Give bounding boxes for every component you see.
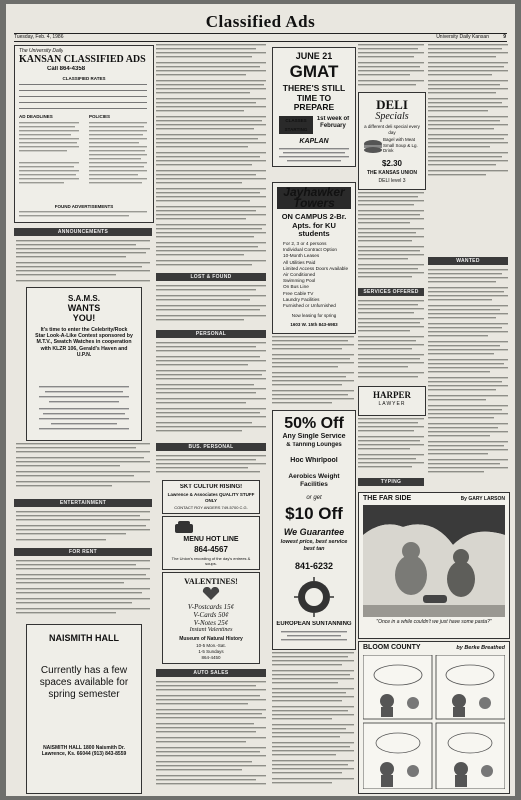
sams-line1: S.A.M.S.: [67, 294, 100, 303]
deli-word: DELI: [376, 97, 408, 112]
val-l3: V-Notes 25¢: [193, 619, 229, 627]
bus-personal-label: BUS. PERSONAL: [156, 443, 266, 451]
gmat-brand: KAPLAN: [299, 138, 329, 145]
sams-line3: YOU!: [72, 313, 96, 323]
personal-header: [156, 327, 266, 339]
val-l5: Museum of Natural History: [179, 636, 243, 642]
announcements-header: [14, 225, 152, 237]
lost-found-label: LOST & FOUND: [156, 273, 266, 281]
deli-specials: Specials: [375, 111, 409, 122]
sunning-ad: [272, 410, 356, 650]
val-l7: 1-5 Sundays: [198, 649, 224, 654]
deli-union: THE KANSAS UNION: [366, 170, 417, 176]
policies-heading: POLICIES: [89, 114, 111, 119]
far-side-drawing: [363, 505, 505, 617]
deadlines-heading: AD DEADLINES: [19, 114, 53, 119]
valentines-title: VALENTINES!: [184, 577, 238, 586]
rates-table: [19, 82, 147, 110]
val-l8: 864-4450: [201, 655, 221, 660]
valentines-ad: [162, 572, 260, 664]
header-rule-bottom: [14, 41, 507, 42]
menu-phone-icon: [173, 520, 195, 534]
sams-line2: WANTS: [67, 303, 101, 313]
jay-item: Furnished or Unfurnished: [283, 303, 336, 309]
jayhawker-ad: [272, 182, 356, 334]
deli-price: $2.30: [381, 159, 403, 168]
jay-item: Swimming Pool: [283, 278, 316, 284]
sams-ad: [26, 287, 142, 441]
harper-ad: [358, 386, 426, 416]
rates-heading: CLASSIFIED RATES: [62, 76, 106, 81]
column4-text: [358, 44, 424, 88]
skt-cultur-ad: [162, 480, 260, 514]
jay-item: All Utilities Paid: [283, 259, 316, 265]
menu-sub: The Union's recording of the day's entrees & soups.: [171, 556, 251, 566]
for-rent-header: [14, 545, 152, 557]
lost-found-text: [156, 285, 266, 325]
announcements-text: [16, 240, 150, 284]
classified-info-box: [14, 45, 154, 223]
bus-personal-text: [156, 455, 266, 477]
deli-ad: [358, 92, 426, 190]
val-l1: V-Postcards 15¢: [187, 603, 235, 611]
sun-line2: Any Single Service: [282, 433, 346, 440]
naismith-body: Currently has a few spaces available for spring semester: [39, 665, 129, 700]
gmat-week: 1st week of February: [316, 116, 350, 129]
found-text: [19, 211, 149, 219]
naismith-ad: [26, 624, 142, 794]
sun-hoc: Hoc Whirlpool: [290, 457, 338, 464]
wanted-header: [428, 254, 508, 266]
sun-guarantee: We Guarantee: [283, 527, 345, 537]
auto-sales-text: [156, 681, 266, 791]
auto-sales-label: AUTO SALES: [156, 669, 266, 677]
far-side-caption: "Once in a while couldn't we just have some pasta?": [376, 619, 492, 625]
box-small-title: The University Daily: [19, 48, 64, 54]
bloom-drawing: [363, 655, 505, 789]
deli-level: DELI level 3: [378, 178, 406, 184]
jay-item: Individual Contract Option: [283, 247, 337, 253]
wanted-label: WANTED: [428, 257, 508, 265]
bloom-title: BLOOM COUNTY: [363, 644, 421, 651]
val-l4: Instant Valentines: [189, 627, 233, 633]
jay-item: Laundry Facilities: [283, 296, 320, 302]
box-title: KANSAN CLASSIFIED ADS: [19, 54, 146, 65]
column4-text-2: [358, 192, 424, 284]
menu-phone: 864-4567: [194, 545, 228, 554]
jay-item: On Bus Line: [283, 284, 309, 290]
jay-item: Limited Access Doors Available: [283, 265, 349, 271]
entertainment-label: ENTERTAINMENT: [14, 499, 152, 507]
gmat-ad: [272, 47, 356, 167]
policies-text: [19, 122, 149, 202]
sun-logo-icon: [289, 577, 339, 617]
entertainment-header: [14, 496, 152, 508]
heart-icon: [201, 587, 221, 601]
sun-line3: & Tanning Lounges: [286, 442, 342, 448]
sun-pct: 50% Off: [284, 415, 344, 432]
services-header: [358, 285, 424, 297]
column2-text: [156, 44, 266, 268]
menu-title: MENU HOT LINE: [183, 536, 239, 543]
val-l2: V-Cards 50¢: [193, 611, 229, 619]
jay-item: Free Cable TV: [283, 290, 314, 296]
jayhawker-list: [283, 241, 353, 309]
sun-or: or get: [306, 495, 322, 501]
gmat-classes: CLASSES STARTING: [279, 116, 313, 134]
announcements-label: ANNOUNCEMENTS: [14, 228, 152, 236]
sun-lowest: lowest price, best service best tan: [280, 539, 348, 552]
services-text: [358, 300, 424, 380]
harper-sub: LAWYER: [378, 401, 406, 407]
column5-text: [428, 44, 508, 184]
sun-brand: EUROPEAN SUNTANNING: [276, 621, 352, 627]
box-phone: Call 864-4358: [47, 66, 86, 72]
auto-sales-header: [156, 666, 266, 678]
typing-label: TYPING: [358, 478, 424, 486]
jay-item: 10-Month Leases: [283, 253, 320, 259]
sun-phone: 841-6232: [294, 561, 334, 571]
jayhawker-note: Now leasing for spring: [291, 313, 337, 318]
gmat-date: JUNE 21: [295, 51, 333, 61]
sun-aerobics: Aerobics Weight Facilities: [288, 473, 340, 488]
naismith-title: NAISMITH HALL: [49, 633, 119, 643]
deli-bagel: Bagel with Meat Small Soup & Lg. Drink: [383, 137, 418, 153]
typing-header: [358, 475, 424, 487]
column4-text-3: [358, 418, 424, 474]
menu-hotline-ad: [162, 516, 260, 570]
bus-personal-header: [156, 440, 266, 452]
far-side-comic: [358, 492, 510, 639]
gmat-name: GMAT: [289, 62, 339, 81]
newspaper-page: [6, 4, 515, 796]
for-rent-text: [16, 560, 150, 620]
announcements-text-2: [16, 443, 150, 493]
harper-name: HARPER: [373, 390, 411, 400]
skt-contact: CONTACT ROY ANDERS 749-5700 C.G.: [174, 505, 248, 510]
naismith-address: NAISMITH HALL 1800 Naismith Dr. Lawrence, Ks. 66044 (913) 843-8559: [41, 745, 127, 757]
skt-sub: Lawrence & Associates QUALITY STUFF ONLY: [167, 492, 255, 503]
header-rule: [14, 33, 507, 34]
jay-item: For 2, 3 or 4 persons: [283, 241, 327, 246]
page-number: 9: [503, 34, 506, 40]
bloom-county-comic: [358, 641, 510, 794]
sun-amt: $10 Off: [285, 504, 343, 523]
sandwich-icon: [363, 137, 383, 155]
page-title: Classified Ads: [205, 12, 316, 31]
column3-text-2: [272, 652, 354, 792]
issue-date: Tuesday, Feb. 4, 1986: [14, 34, 64, 40]
deli-sub: a different deli special every day: [364, 124, 420, 135]
jayhawker-title: Jayhawker Towers: [277, 187, 351, 209]
found-heading: FOUND ADVERTISEMENTS: [54, 204, 114, 209]
far-side-title: THE FAR SIDE: [363, 495, 412, 502]
skt-title: SKT CULTUR RISING!: [179, 484, 243, 490]
paper-name: University Daily Kansan: [436, 34, 489, 40]
gmat-fineprint: [279, 148, 349, 162]
lost-found-header: [156, 270, 266, 282]
wanted-text: [428, 269, 508, 479]
sams-fineprint: [39, 386, 129, 434]
sams-body: It's time to enter the Celebrity/Rock Star Look-A-Like Contest sponsored by M.T.V., Swatch Watches in cooperation with KLZR 106, Gerald's Haven and U.P.N.: [35, 327, 133, 358]
personal-label: PERSONAL: [156, 330, 266, 338]
for-rent-label: FOR RENT: [14, 548, 152, 556]
gmat-sub: THERE'S STILL TIME TO PREPARE: [282, 84, 346, 112]
jayhawker-sub: ON CAMPUS 2-Br. Apts. for KU students: [281, 213, 347, 238]
personal-text: [156, 342, 266, 438]
jayhawker-phone: 1603 W. 15th 843-6983: [290, 322, 338, 327]
jay-item: Air Conditioned: [283, 272, 316, 278]
services-label: SERVICES OFFERED: [358, 288, 424, 296]
entertainment-text: [16, 511, 150, 543]
column3-text: [272, 336, 354, 406]
bloom-byline: by Berke Breathed: [456, 645, 505, 651]
sun-fineprint: [281, 631, 347, 643]
val-l6: 10-5 Mon.-Sat.: [196, 643, 226, 648]
far-side-byline: By GARY LARSON: [460, 496, 505, 502]
